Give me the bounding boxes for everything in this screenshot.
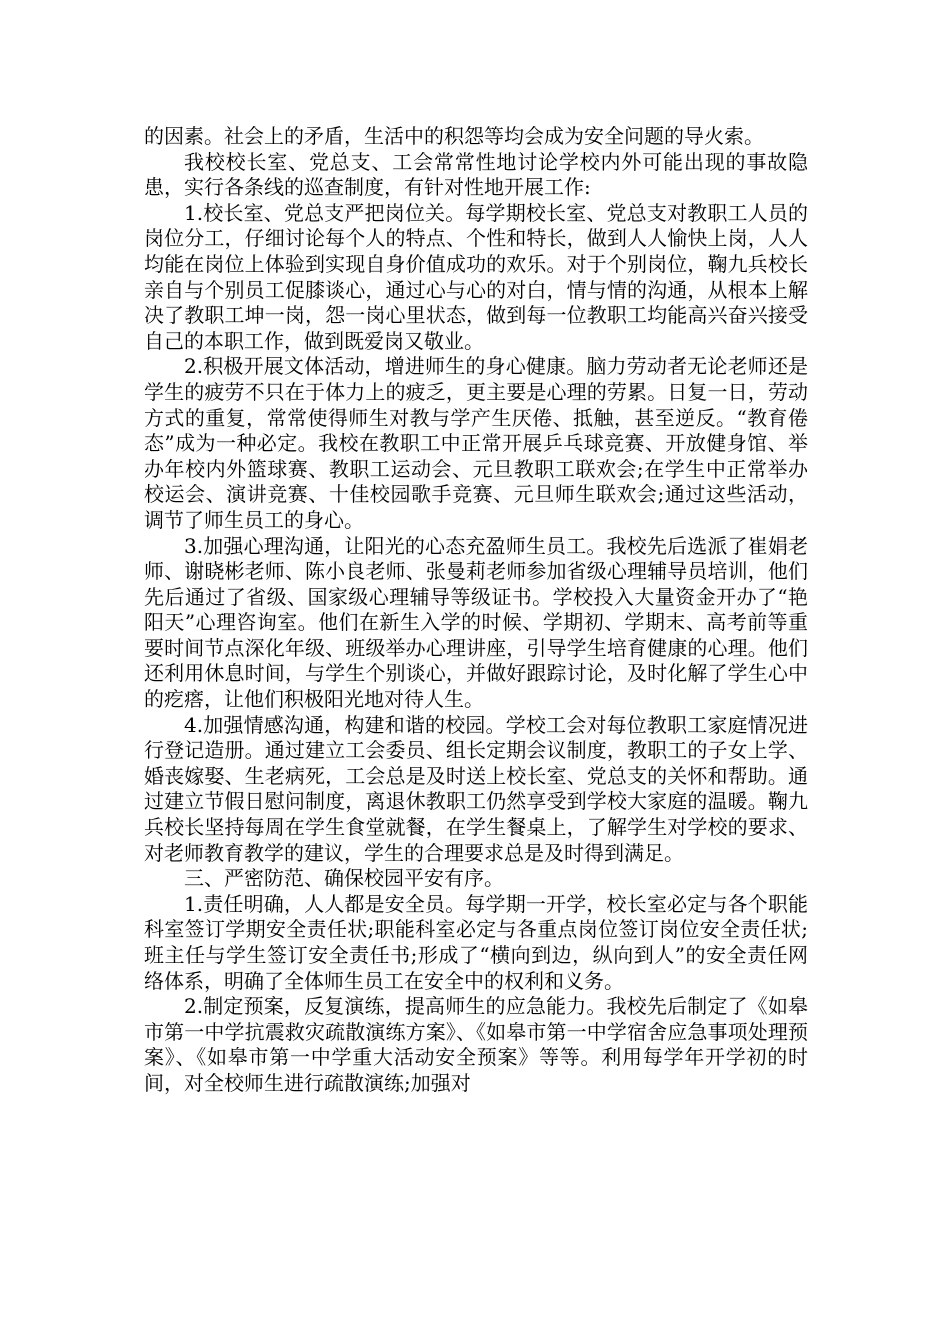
paragraph-item-clear-responsibility: 1.责任明确，人人都是安全员。每学期一开学，校长室必定与各个职能科室签订学期安全责任状;职能科室必定与各重点岗位签订岗位安全责任状;班主任与学生签订安全责任书;形成了“横向到边，纵向到人”的安全责任网络体系，明确了全体师生员工在安全中的权利和义务。 xyxy=(144,891,808,993)
section-heading-strict-prevention: 三、严密防范、确保校园平安有序。 xyxy=(184,866,504,891)
paragraph-item-psychological-communication: 3.加强心理沟通，让阳光的心态充盈师生员工。我校先后选派了崔娟老师、谢晓彬老师、陈小良老师、张曼莉老师参加省级心理辅导员培训，他们先后通过了省级、国家级心理辅导等级证书。学校投入大量资金开办了“艳阳天”心理咨询室。他们在新生入学的时候、学期初、学期末、高考前等重要时间节点深化年级、班级举办心理讲座，引导学生培育健康的心理。他们还利用休息时间，与学生个别谈心，并做好跟踪讨论，及时化解了学生心中的疙瘩，让他们积极阳光地对待人生。 xyxy=(144,533,808,712)
paragraph-item-emotional-communication: 4.加强情感沟通，构建和谐的校园。学校工会对每位教职工家庭情况进行登记造册。通过建立工会委员、组长定期会议制度，教职工的子女上学、婚丧嫁娶、生老病死，工会总是及时送上校长室、党总支的关怀和帮助。通过建立节假日慰问制度，离退休教职工仍然享受到学校大家庭的温暖。鞠九兵校长坚持每周在学生食堂就餐，在学生餐桌上，了解学生对学校的要求、对老师教育教学的建议，学生的合理要求总是及时得到满足。 xyxy=(144,712,808,865)
paragraph-item-emergency-plans: 2.制定预案，反复演练，提高师生的应急能力。我校先后制定了《如皋市第一中学抗震救灾疏散演练方案》、《如皋市第一中学宿舍应急事项处理预案》、《如皋市第一中学重大活动安全预案》等等。利用每学年开学初的时间，对全校师生进行疏散演练;加强对 xyxy=(144,994,808,1095)
document-body xyxy=(144,124,808,1097)
paragraph-item-post-management: 1.校长室、党总支严把岗位关。每学期校长室、党总支对教职工人员的岗位分工，仔细讨论每个人的特点、个性和特长，做到人人愉快上岗，人人均能在岗位上体验到实现自身价值成功的欢乐。对于个别岗位，鞠九兵校长亲自与个别员工促膝谈心，通过心与心的对白，情与情的沟通，从根本上解决了教职工坤一岗，怨一岗心里状态，做到每一位教职工均能高兴奋兴接受自己的本职工作，做到既爱岗又敬业。 xyxy=(144,200,808,353)
paragraph-item-sports-activities: 2.积极开展文体活动，增进师生的身心健康。脑力劳动者无论老师还是学生的疲劳不只在于体力上的疲乏，更主要是心理的劳累。日复一日，劳动方式的重复，常常使得师生对教与学产生厌倦、抵触，甚至逆反。“教育倦态”成为一种必定。我校在教职工中正常开展乒乓球竞赛、开放健身馆、举办年校内外篮球赛、教职工运动会、元旦教职工联欢会;在学生中正常举办校运会、演讲竞赛、十佳校园歌手竞赛、元旦师生联欢会;通过这些活动，调节了师生员工的身心。 xyxy=(144,354,808,532)
paragraph-continuation: 的因素。社会上的矛盾，生活中的积怨等均会成为安全问题的导火索。 xyxy=(144,124,764,148)
paragraph-safety-work-intro: 我校校长室、党总支、工会常常性地讨论学校内外可能出现的事故隐患，实行各条线的巡查制度，有针对性地开展工作: xyxy=(144,149,808,200)
